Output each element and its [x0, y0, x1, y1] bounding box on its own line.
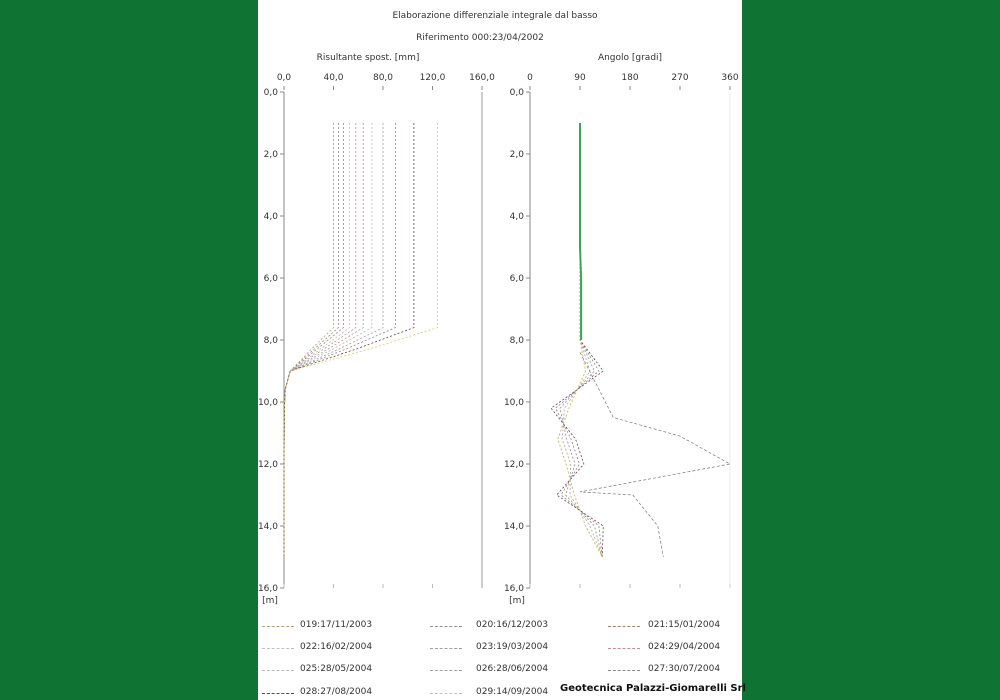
- angle-x-tick-label: 90: [574, 73, 586, 83]
- angle-series-line: [562, 123, 602, 557]
- angle-series-line: [556, 123, 603, 557]
- legend-label: 023:19/03/2004: [476, 642, 549, 652]
- angle-y-tick-label: 2,0: [509, 150, 524, 160]
- displacement-series-line: [284, 123, 350, 557]
- disp-y-tick-label: 16,0: [257, 584, 278, 594]
- legend-swatch: [262, 670, 294, 671]
- displacement-series-line: [284, 123, 395, 557]
- left-ylabel: [m]: [262, 596, 278, 606]
- angle-y-tick-label: 0,0: [509, 88, 524, 98]
- company-footer: Geotecnica Palazzi-Giomarelli Srl: [560, 683, 746, 694]
- legend-swatch: [608, 626, 640, 627]
- legend-swatch: [430, 670, 462, 671]
- legend-label: 020:16/12/2003: [476, 620, 549, 630]
- legend-swatch: [262, 693, 294, 694]
- legend-label: 027:30/07/2004: [648, 664, 721, 674]
- legend-label: 028:27/08/2004: [300, 687, 373, 697]
- reference-label: Riferimento 000:23/04/2002: [416, 33, 544, 43]
- legend-label: 021:15/01/2004: [648, 620, 721, 630]
- disp-y-tick-label: 0,0: [263, 88, 278, 98]
- disp-x-tick-label: 160,0: [469, 73, 495, 83]
- angle-y-tick-label: 16,0: [503, 584, 524, 594]
- legend-swatch: [608, 670, 640, 671]
- right-ylabel: [m]: [509, 596, 525, 606]
- legend-swatch: [430, 648, 462, 649]
- disp-y-tick-label: 2,0: [263, 150, 278, 160]
- right-xlabel: Angolo [gradi]: [597, 53, 663, 63]
- disp-x-tick-label: 120,0: [419, 73, 446, 83]
- angle-chart: [504, 73, 739, 594]
- angle-x-tick-label: 0: [527, 73, 533, 83]
- disp-y-tick-label: 8,0: [263, 336, 278, 346]
- legend-swatch: [430, 626, 462, 627]
- disp-y-tick-label: 14,0: [257, 522, 278, 532]
- angle-x-tick-label: 360: [721, 73, 739, 83]
- displacement-series-line: [284, 123, 438, 557]
- angle-x-tick-label: 270: [671, 73, 689, 83]
- displacement-series-line: [284, 123, 363, 557]
- angle-series-line: [556, 123, 603, 557]
- disp-x-tick-label: 40,0: [323, 73, 344, 83]
- legend-label: 029:14/09/2004: [476, 687, 549, 697]
- angle-y-tick-label: 12,0: [503, 460, 524, 470]
- disp-x-tick-label: 0,0: [276, 73, 292, 83]
- legend-label: 025:28/05/2004: [300, 664, 373, 674]
- disp-y-tick-label: 10,0: [257, 398, 278, 408]
- displacement-series-line: [284, 123, 338, 557]
- angle-series-line: [551, 123, 603, 557]
- angle-series-line: [551, 123, 603, 557]
- disp-y-tick-label: 4,0: [263, 212, 278, 222]
- disp-y-tick-label: 6,0: [263, 274, 278, 284]
- angle-outlier-line: [580, 352, 730, 557]
- legend-swatch: [262, 626, 294, 627]
- angle-y-tick-label: 14,0: [503, 522, 524, 532]
- disp-x-tick-label: 80,0: [372, 73, 394, 83]
- left-xlabel: Risultante spost. [mm]: [316, 53, 420, 63]
- angle-y-tick-label: 8,0: [509, 336, 524, 346]
- legend-swatch: [262, 648, 294, 649]
- legend-swatch: [430, 693, 462, 694]
- angle-series-line: [562, 123, 602, 557]
- displacement-series-line: [284, 123, 414, 557]
- legend-label: 022:16/02/2004: [300, 642, 373, 652]
- legend-label: 019:17/11/2003: [300, 620, 373, 630]
- disp-y-tick-label: 12,0: [257, 460, 278, 470]
- legend-label: 024:29/04/2004: [648, 642, 721, 652]
- displacement-chart: [258, 73, 495, 594]
- angle-y-tick-label: 6,0: [509, 274, 524, 284]
- displacement-series-line: [284, 123, 343, 557]
- legend-label: 026:28/06/2004: [476, 664, 549, 674]
- legend-swatch: [608, 648, 640, 649]
- displacement-series-line: [284, 123, 334, 557]
- displacement-series-line: [284, 123, 356, 557]
- angle-y-tick-label: 4,0: [509, 212, 524, 222]
- angle-y-tick-label: 10,0: [503, 398, 524, 408]
- angle-x-tick-label: 180: [621, 73, 639, 83]
- angle-upper-profile: [580, 123, 581, 340]
- report-title: Elaborazione differenziale integrale dal basso: [392, 11, 598, 21]
